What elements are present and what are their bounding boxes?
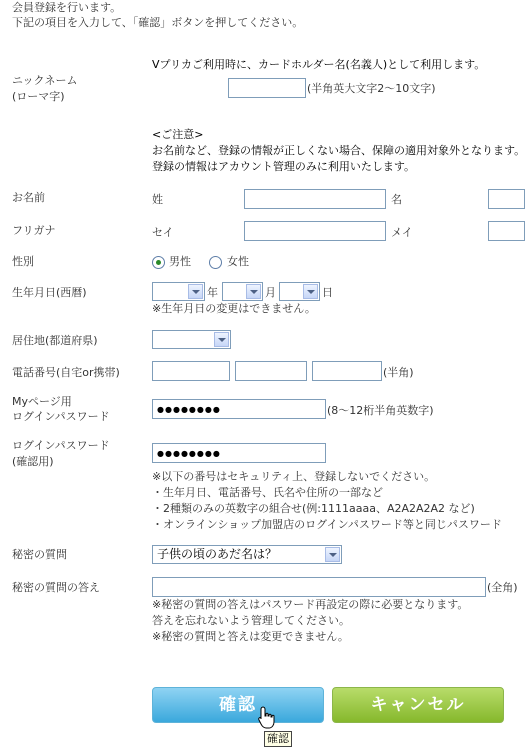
secret-question-value: 子供の頃のあだ名は？ [157,547,278,561]
nickname-hint: (半角英大文字2〜10文字) [307,82,436,95]
password-confirm-label-sub: (確認用) [12,455,54,468]
furigana-label: フリガナ [12,224,56,237]
confirm-tooltip: 確認 [264,731,292,747]
gender-female-radio[interactable] [209,256,222,269]
secret-answer-input[interactable] [152,577,486,597]
password-confirm-input[interactable] [152,443,326,463]
secret-answer-label: 秘密の質問の答え [12,581,100,594]
prefecture-select[interactable] [152,330,231,349]
birth-year-select[interactable] [152,282,205,301]
birthday-label: 生年月日(西暦) [12,286,87,299]
phone-suffix: (半角) [383,366,414,379]
nickname-notice: Vプリカご利用時に、カードホルダー名(名義人)として利用します。 [152,58,486,71]
birth-day-unit: 日 [322,286,333,299]
security-note-line-1: ※以下の番号はセキュリティ上、登録しないでください。 [152,470,436,483]
security-note-line-3: ・2種類のみの英数字の組合せ(例:1111aaaa、A2A2A2A2 など) [152,502,475,515]
last-name-kana-input[interactable] [244,221,386,241]
gender-male-label[interactable]: 男性 [169,255,191,268]
hand-cursor-icon [258,706,278,730]
chevron-down-icon [303,284,318,299]
secret-answer-suffix: (全角) [487,581,518,594]
chevron-down-icon [325,547,340,562]
phone-label: 電話番号(自宅or携帯) [12,366,120,379]
phone-part-3-input[interactable] [312,361,382,381]
last-name-input[interactable] [244,189,386,209]
prefecture-label: 居住地(都道府県) [12,334,98,347]
nickname-label: ニックネーム [12,74,78,87]
name-mei-label: 名 [391,193,402,206]
first-name-input[interactable] [488,189,525,209]
secret-answer-note-1: ※秘密の質問の答えはパスワード再設定の際に必要となります。 [152,598,469,611]
furigana-sei-label: セイ [152,226,174,239]
caution-title: <ご注意> [152,128,204,141]
password-input[interactable] [152,399,326,419]
password-label-sub: ログインパスワード [12,410,110,423]
password-hint: (8〜12桁半角英数字) [327,404,434,417]
furigana-mei-label: メイ [391,226,413,239]
cancel-button[interactable]: キャンセル [332,687,504,723]
security-note-line-4: ・オンラインショップ加盟店のログインパスワード等と同じパスワード [152,518,502,531]
phone-part-2-input[interactable] [235,361,307,381]
caution-line-1: お名前など、登録の情報が正しくない場合、保障の適用対象外となります。 [152,144,525,157]
intro-line-2: 下記の項目を入力して、「確認」ボタンを押してください。 [12,16,304,29]
birth-day-select[interactable] [279,282,320,301]
intro-line-1: 会員登録を行います。 [12,1,122,14]
gender-male-radio[interactable] [152,256,165,269]
phone-part-1-input[interactable] [152,361,230,381]
birth-month-select[interactable] [222,282,263,301]
chevron-down-icon [188,284,203,299]
birth-year-unit: 年 [207,286,218,299]
gender-female-label[interactable]: 女性 [227,255,249,268]
security-note-line-2: ・生年月日、電話番号、氏名や住所の一部など [152,486,383,499]
chevron-down-icon [214,332,229,347]
gender-label: 性別 [12,255,34,268]
caution-line-2: 登録の情報はアカウント管理のみに利用いたします。 [152,160,416,173]
nickname-label-sub: (ローマ字) [12,90,65,103]
birthday-note: ※生年月日の変更はできません。 [152,302,316,315]
password-label: Myページ用 [12,395,72,408]
chevron-down-icon [246,284,261,299]
confirm-button[interactable]: 確認 [152,687,324,723]
nickname-input[interactable] [228,78,306,98]
secret-answer-note-2: 答えを忘れないよう管理してください。 [152,614,350,627]
secret-answer-note-3: ※秘密の質問と答えは変更できません。 [152,630,349,643]
birth-month-unit: 月 [265,286,276,299]
secret-question-label: 秘密の質問 [12,548,67,561]
secret-question-select[interactable] [152,545,342,564]
first-name-kana-input[interactable] [488,221,525,241]
name-sei-label: 姓 [152,193,163,206]
name-label: お名前 [12,191,45,204]
password-confirm-label: ログインパスワード [12,439,110,452]
